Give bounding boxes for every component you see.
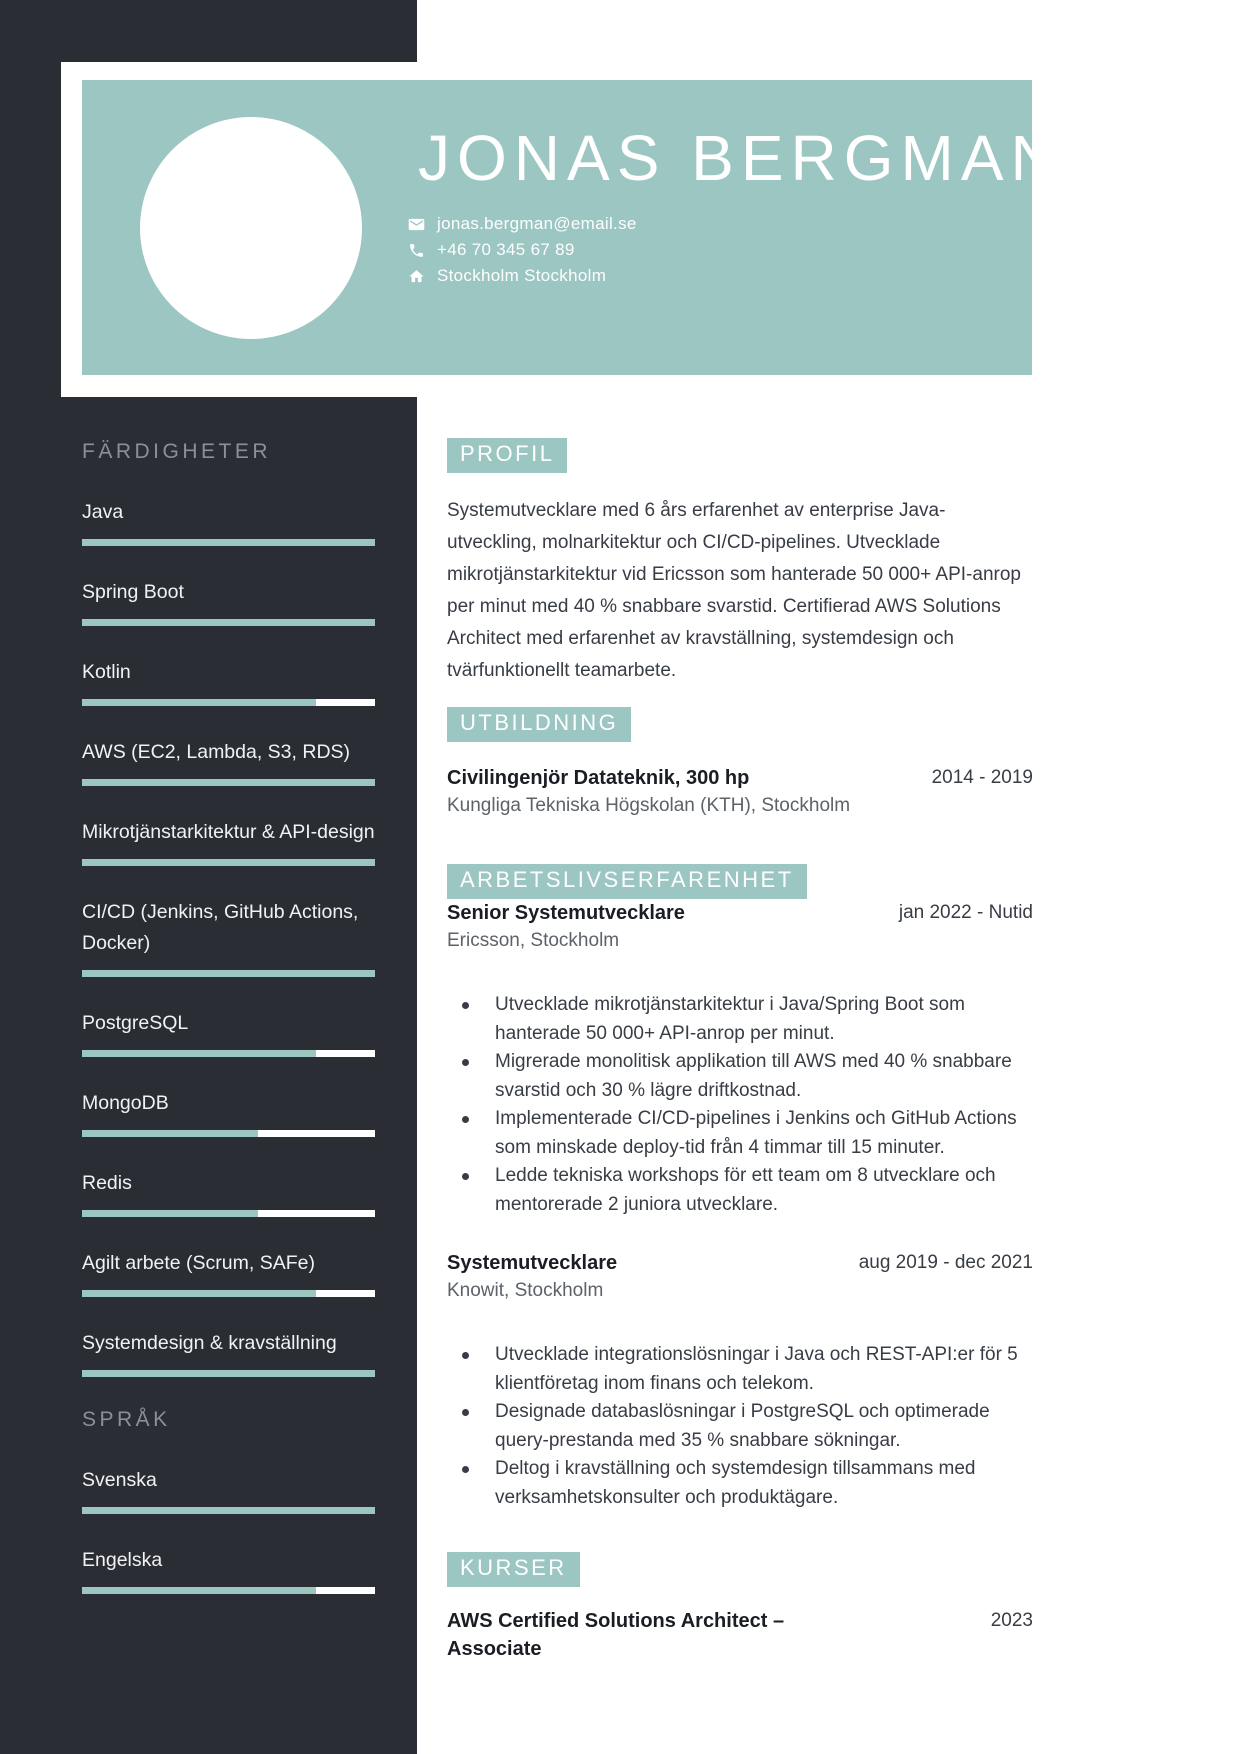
skills-list bbox=[82, 497, 375, 1377]
skill-item bbox=[82, 1008, 375, 1057]
skill-bar-fill bbox=[82, 970, 375, 977]
skill-bar bbox=[82, 699, 375, 706]
skill-label: CI/CD (Jenkins, GitHub Actions, Docker) bbox=[82, 901, 359, 954]
job-bullet: Designade databaslösningar i PostgreSQL och optimerade query-prestanda med 35 % snabbare sökningar. bbox=[462, 1398, 1033, 1455]
job-bullet: Ledde tekniska workshops för ett team om 8 utvecklare och mentorerade 2 juniora utvecklare. bbox=[462, 1162, 1033, 1219]
contact-row bbox=[408, 237, 637, 263]
skill-item bbox=[82, 1465, 375, 1514]
profile-text: Systemutvecklare med 6 års erfarenhet av enterprise Java-utveckling, molnarkitektur och CI/CD-pipelines. Utvecklade mikrotjänstarkitektur vid Ericsson som hanterade 50 000+ API-anrop per minut med 40 % snabbare svarstid. Certifierad AWS Solutions Architect med erfarenhet av kravställning, systemdesign och tvärfunktionellt teamarbete. bbox=[447, 500, 1021, 681]
skill-bar-fill bbox=[82, 1050, 316, 1057]
main-content bbox=[447, 438, 1033, 1663]
skill-bar-fill bbox=[82, 1130, 258, 1137]
degree-title: Civilingenjör Datateknik, 300 hp bbox=[447, 767, 750, 789]
skill-label: Kotlin bbox=[82, 661, 131, 683]
skill-bar bbox=[82, 1210, 375, 1217]
skill-label: Engelska bbox=[82, 1549, 163, 1571]
skill-label: Redis bbox=[82, 1172, 132, 1194]
courses-list bbox=[447, 1607, 1033, 1663]
skill-item bbox=[82, 1168, 375, 1217]
sidebar-content bbox=[82, 440, 375, 1625]
skill-item bbox=[82, 657, 375, 706]
home-icon bbox=[408, 268, 425, 285]
job-bullet: Utvecklade integrationslösningar i Java och REST-API:er för 5 klientföretag inom finans och telekom. bbox=[462, 1341, 1033, 1398]
school-name: Kungliga Tekniska Högskolan (KTH), Stockholm bbox=[447, 795, 851, 816]
skill-item bbox=[82, 817, 375, 866]
skill-bar bbox=[82, 779, 375, 786]
contact-text: Stockholm Stockholm bbox=[437, 266, 607, 285]
skill-label: Spring Boot bbox=[82, 581, 184, 603]
skill-bar-fill bbox=[82, 1210, 258, 1217]
skill-label: AWS (EC2, Lambda, S3, RDS) bbox=[82, 741, 351, 763]
skill-bar bbox=[82, 1507, 375, 1514]
skill-item bbox=[82, 737, 375, 786]
skill-bar-fill bbox=[82, 1507, 375, 1514]
job-entry bbox=[447, 1249, 1033, 1512]
skill-item bbox=[82, 497, 375, 546]
skill-bar-fill bbox=[82, 619, 375, 626]
skill-bar bbox=[82, 1050, 375, 1057]
skill-label: Systemdesign & kravställning bbox=[82, 1332, 337, 1354]
skill-label: MongoDB bbox=[82, 1092, 169, 1114]
phone-icon bbox=[408, 242, 425, 259]
skill-bar bbox=[82, 1290, 375, 1297]
job-entry bbox=[447, 899, 1033, 1219]
job-bullet: Utvecklade mikrotjänstarkitektur i Java/Spring Boot som hanterade 50 000+ API-anrop per minut. bbox=[462, 991, 1033, 1048]
job-bullet: Migrerade monolitisk applikation till AWS med 40 % snabbare svarstid och 30 % lägre driftkostnad. bbox=[462, 1048, 1033, 1105]
skill-bar-fill bbox=[82, 1370, 375, 1377]
job-title: Senior Systemutvecklare bbox=[447, 902, 685, 924]
skills-heading: FÄRDIGHETER bbox=[82, 440, 272, 463]
job-dates: jan 2022 - Nutid bbox=[898, 902, 1033, 923]
skill-bar bbox=[82, 619, 375, 626]
skill-bar-fill bbox=[82, 539, 375, 546]
languages-list bbox=[82, 1465, 375, 1594]
skill-bar-fill bbox=[82, 1587, 316, 1594]
jobs-list bbox=[447, 899, 1033, 1512]
skill-label: Agilt arbete (Scrum, SAFe) bbox=[82, 1252, 315, 1274]
skill-label: Java bbox=[82, 501, 124, 523]
skill-item bbox=[82, 1248, 375, 1297]
section-chip-arbetslivserfarenhet: ARBETSLIVSERFARENHET bbox=[447, 864, 807, 899]
section-chip-profil: PROFIL bbox=[447, 438, 567, 473]
skill-label: PostgreSQL bbox=[82, 1012, 189, 1034]
course-entry bbox=[447, 1607, 1033, 1663]
skill-bar-fill bbox=[82, 859, 375, 866]
education-entry bbox=[447, 764, 1033, 820]
section-chip-kurser: KURSER bbox=[447, 1552, 580, 1587]
skill-item bbox=[82, 1088, 375, 1137]
section-chip-utbildning: UTBILDNING bbox=[447, 707, 631, 742]
skill-bar bbox=[82, 970, 375, 977]
education-list bbox=[447, 764, 1033, 820]
job-dates: aug 2019 - dec 2021 bbox=[858, 1252, 1033, 1273]
skill-bar bbox=[82, 1587, 375, 1594]
contact-text: +46 70 345 67 89 bbox=[437, 240, 575, 259]
skill-bar bbox=[82, 539, 375, 546]
skill-item bbox=[82, 1328, 375, 1377]
education-dates: 2014 - 2019 bbox=[931, 767, 1033, 788]
person-name: JONAS BERGMAN bbox=[418, 122, 1064, 194]
skill-bar bbox=[82, 1130, 375, 1137]
skill-item bbox=[82, 1545, 375, 1594]
job-bullets bbox=[447, 991, 1033, 1219]
languages-heading: SPRÅK bbox=[82, 1408, 171, 1431]
skill-bar bbox=[82, 859, 375, 866]
job-bullet: Implementerade CI/CD-pipelines i Jenkins och GitHub Actions som minskade deploy-tid från 4 timmar till 15 minuter. bbox=[462, 1105, 1033, 1162]
contact-row bbox=[408, 263, 637, 289]
skill-bar-fill bbox=[82, 779, 375, 786]
profile-photo-placeholder bbox=[140, 117, 362, 339]
skill-bar bbox=[82, 1370, 375, 1377]
contact-row bbox=[408, 211, 637, 237]
skill-bar-fill bbox=[82, 1290, 316, 1297]
course-dates: 2023 bbox=[990, 1610, 1033, 1631]
skill-bar-fill bbox=[82, 699, 316, 706]
job-bullets bbox=[447, 1341, 1033, 1512]
contact-text: jonas.bergman@email.se bbox=[437, 214, 637, 233]
company-name: Ericsson, Stockholm bbox=[447, 930, 620, 951]
skill-item bbox=[82, 577, 375, 626]
job-bullet: Deltog i kravställning och systemdesign tillsammans med verksamhetskonsulter och produktägare. bbox=[462, 1455, 1033, 1512]
contact-list bbox=[408, 211, 637, 289]
company-name: Knowit, Stockholm bbox=[447, 1280, 604, 1301]
envelope-icon bbox=[408, 216, 425, 233]
skill-label: Svenska bbox=[82, 1469, 157, 1491]
job-title: Systemutvecklare bbox=[447, 1252, 618, 1274]
skill-label: Mikrotjänstarkitektur & API-design bbox=[82, 821, 375, 843]
course-title: AWS Certified Solutions Architect – Associate bbox=[447, 1610, 785, 1660]
skill-item bbox=[82, 897, 375, 977]
